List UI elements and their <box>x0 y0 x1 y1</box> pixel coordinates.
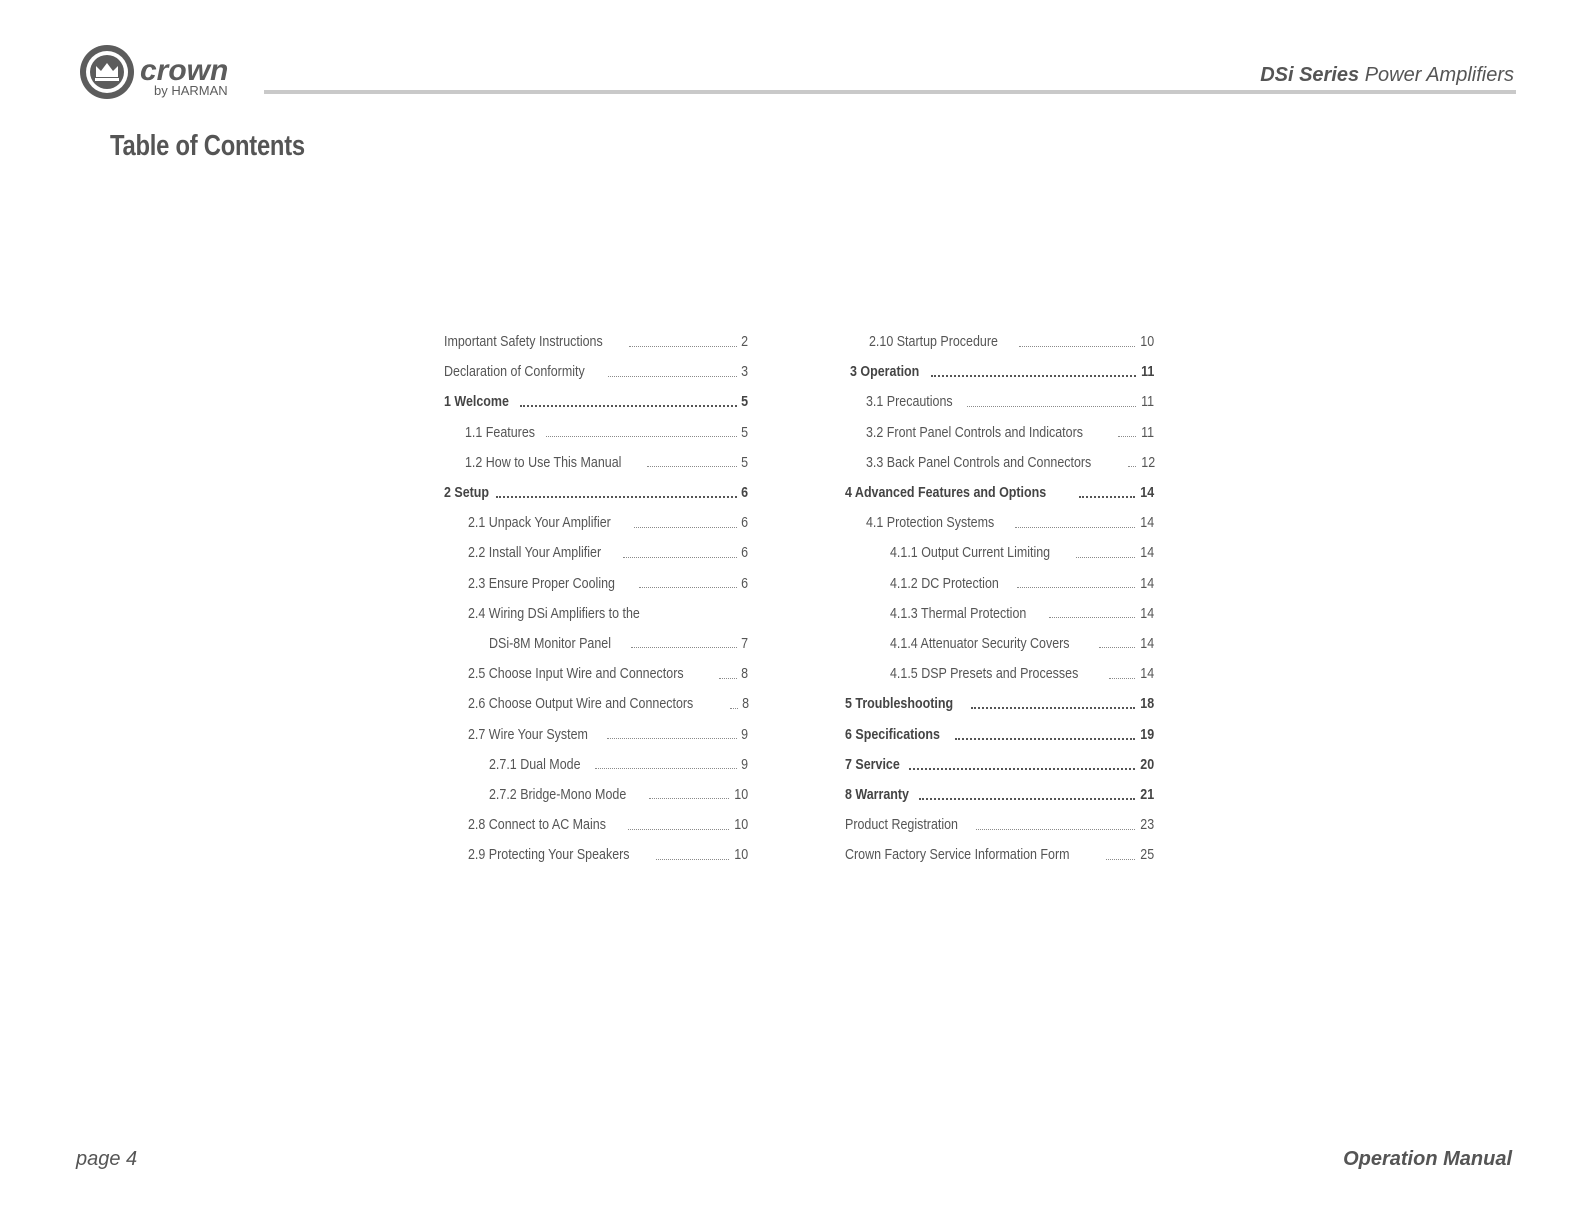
toc-entry-title: 8 Warranty <box>845 786 909 803</box>
toc-entry-title: 2.1 Unpack Your Amplifier <box>468 515 611 532</box>
toc-leader-dots <box>546 436 737 437</box>
toc-entry-page: 5 <box>741 454 748 471</box>
toc-entry-title: 5 Troubleshooting <box>845 696 954 713</box>
toc-entry-title: 4.1.2 DC Protection <box>890 575 999 592</box>
toc-entry[interactable] <box>444 478 748 508</box>
toc-leader-dots <box>1049 617 1135 618</box>
toc-entry-title: 2.7.1 Dual Mode <box>489 756 581 773</box>
toc-entry-title: 4.1 Protection Systems <box>866 515 995 532</box>
toc-entry-page: 11 <box>1141 424 1154 441</box>
toc-entry[interactable] <box>444 629 748 659</box>
crown-logo-icon <box>78 42 268 104</box>
toc-leader-dots <box>634 527 737 528</box>
toc-entry[interactable] <box>845 478 1154 508</box>
toc-entry[interactable] <box>845 538 1154 568</box>
toc-entry-page: 14 <box>1140 485 1154 502</box>
toc-leader-dots <box>1118 436 1136 437</box>
toc-entry-title: 6 Specifications <box>845 726 940 743</box>
toc-entry-page: 10 <box>734 847 748 864</box>
toc-entry-title: 3.3 Back Panel Controls and Connectors <box>866 454 1092 471</box>
toc-entry-title: 3.1 Precautions <box>866 394 953 411</box>
toc-entry[interactable] <box>845 719 1154 749</box>
header-series: DSi Series <box>1260 64 1360 86</box>
toc-entry-title: 3.2 Front Panel Controls and Indicators <box>866 424 1083 441</box>
toc-leader-dots <box>919 798 1134 800</box>
toc-entry[interactable] <box>845 387 1154 417</box>
toc-entry[interactable] <box>444 659 748 689</box>
toc-entry-title: 2.7.2 Bridge-Mono Mode <box>489 786 627 803</box>
toc-entry-page: 8 <box>742 696 750 713</box>
crown-harman-logo <box>78 42 268 104</box>
toc-entry-page: 9 <box>741 756 748 773</box>
toc-entry-page: 10 <box>1140 334 1154 351</box>
toc-entry-title: 4.1.4 Attenuator Security Covers <box>890 635 1070 652</box>
toc-entry-title: 4.1.5 DSP Presets and Processes <box>890 666 1079 683</box>
toc-entry-page: 10 <box>734 817 748 834</box>
toc-entry-title: 2.3 Ensure Proper Cooling <box>468 575 615 592</box>
toc-entry[interactable] <box>444 448 748 478</box>
toc-entry[interactable] <box>845 780 1154 810</box>
toc-leader-dots <box>1079 496 1135 498</box>
toc-leader-dots <box>1109 678 1135 679</box>
footer-manual-title: Operation Manual <box>1343 1148 1512 1170</box>
toc-entry[interactable] <box>444 508 748 538</box>
toc-entry[interactable] <box>845 448 1154 478</box>
toc-entry-title: 2.5 Choose Input Wire and Connectors <box>468 666 684 683</box>
toc-entry-page: 3 <box>741 364 748 381</box>
toc-entry-page: 14 <box>1140 515 1154 532</box>
toc-entry[interactable] <box>444 750 748 780</box>
toc-entry-title: 2.4 Wiring DSi Amplifiers to the <box>468 605 640 622</box>
toc-entry-page: 19 <box>1140 726 1154 743</box>
toc-leader-dots <box>971 707 1135 709</box>
toc-leader-dots <box>1019 346 1135 347</box>
toc-entry-page: 14 <box>1140 605 1154 622</box>
toc-leader-dots <box>931 375 1136 377</box>
toc-leader-dots <box>649 798 729 799</box>
toc-entry[interactable] <box>845 418 1154 448</box>
toc-entry[interactable] <box>444 569 748 599</box>
toc-leader-dots <box>1017 587 1135 588</box>
toc-entry-page: 9 <box>741 726 748 743</box>
toc-entry-title: 2 Setup <box>444 485 490 502</box>
toc-entry[interactable] <box>845 569 1154 599</box>
toc-leader-dots <box>629 346 737 347</box>
toc-leader-dots <box>520 405 737 407</box>
toc-leader-dots <box>909 768 1135 770</box>
toc-entry-page: 7 <box>741 635 748 652</box>
toc-entry-title: Product Registration <box>845 817 958 834</box>
toc-right-column <box>845 327 1154 870</box>
toc-leader-dots <box>1015 527 1135 528</box>
toc-entry-title: 4 Advanced Features and Options <box>845 485 1047 502</box>
header-title <box>1260 64 1514 87</box>
toc-entry-page: 5 <box>741 424 748 441</box>
toc-leader-dots <box>623 557 737 558</box>
toc-entry-page: 2 <box>741 334 748 351</box>
toc-entry-title: 4.1.1 Output Current Limiting <box>890 545 1051 562</box>
toc-entry-title: Crown Factory Service Information Form <box>845 847 1070 864</box>
toc-entry-page: 21 <box>1140 786 1154 803</box>
toc-entry-page: 23 <box>1140 817 1154 834</box>
toc-entry-title: Important Safety Instructions <box>444 334 603 351</box>
toc-entry[interactable] <box>444 357 748 387</box>
toc-entry-page: 12 <box>1141 454 1156 471</box>
toc-leader-dots <box>647 466 737 467</box>
toc-leader-dots <box>976 829 1134 830</box>
toc-entry[interactable] <box>845 840 1154 870</box>
toc-leader-dots <box>608 376 737 377</box>
toc-leader-dots <box>639 587 737 588</box>
toc-entry-title: 7 Service <box>845 756 900 773</box>
toc-entry-title: 1.1 Features <box>465 424 536 441</box>
toc-leader-dots <box>730 708 738 709</box>
toc-entry-page: 6 <box>741 485 748 502</box>
toc-entry[interactable] <box>845 327 1154 357</box>
toc-leader-dots <box>496 496 737 498</box>
toc-entry-page: 14 <box>1140 635 1154 652</box>
page-title: Table of Contents <box>110 130 305 162</box>
toc-entry[interactable] <box>845 357 1154 387</box>
toc-entry-title: 2.2 Install Your Amplifier <box>468 545 602 562</box>
toc-entry[interactable] <box>845 659 1154 689</box>
brand-tagline: by HARMAN <box>154 83 228 98</box>
toc-entry-page: 14 <box>1140 575 1154 592</box>
toc-entry-title: 2.6 Choose Output Wire and Connectors <box>468 696 694 713</box>
header-product: Power Amplifiers <box>1364 64 1514 86</box>
toc-entry[interactable] <box>444 810 748 840</box>
toc-entry[interactable] <box>444 418 748 448</box>
toc-entry[interactable] <box>444 719 748 749</box>
toc-entry[interactable] <box>845 689 1154 719</box>
toc-leader-dots <box>719 678 737 679</box>
toc-entry-page: 5 <box>741 394 748 411</box>
toc-leader-dots <box>628 829 728 830</box>
toc-entry-title: Declaration of Conformity <box>444 364 585 381</box>
toc-entry-title: 2.10 Startup Procedure <box>869 334 998 351</box>
toc-leader-dots <box>955 738 1134 740</box>
footer-page-number: page 4 <box>76 1148 138 1170</box>
toc-leader-dots <box>1128 466 1136 467</box>
toc-entry[interactable] <box>845 629 1154 659</box>
toc-leader-dots <box>1076 557 1135 558</box>
toc-entry[interactable] <box>444 780 748 810</box>
toc-entry[interactable] <box>845 750 1154 780</box>
toc-entry-page: 14 <box>1140 666 1154 683</box>
toc-leader-dots <box>607 738 737 739</box>
toc-entry[interactable] <box>845 810 1154 840</box>
toc-entry-page: 25 <box>1140 847 1154 864</box>
toc-left-column <box>444 327 748 870</box>
toc-entry-title: DSi-8M Monitor Panel <box>489 635 611 652</box>
toc-entry-page: 6 <box>741 575 748 592</box>
toc-entry-page: 10 <box>734 786 748 803</box>
toc-leader-dots <box>967 406 1136 407</box>
toc-entry[interactable] <box>444 599 748 629</box>
toc-entry-page: 14 <box>1140 545 1154 562</box>
toc-leader-dots <box>1106 859 1135 860</box>
toc-entry-title: 4.1.3 Thermal Protection <box>890 605 1027 622</box>
toc-entry-page: 20 <box>1140 756 1154 773</box>
toc-entry[interactable] <box>444 538 748 568</box>
toc-entry[interactable] <box>444 840 748 870</box>
toc-entry-page: 18 <box>1140 696 1154 713</box>
toc-entry[interactable] <box>444 327 748 357</box>
toc-entry[interactable] <box>444 387 748 417</box>
toc-leader-dots <box>656 859 729 860</box>
toc-entry-title: 3 Operation <box>850 364 920 381</box>
toc-entry-title: 2.9 Protecting Your Speakers <box>468 847 630 864</box>
toc-entry-title: 2.7 Wire Your System <box>468 726 588 743</box>
toc-entry-title: 1 Welcome <box>444 394 509 411</box>
toc-entry-page: 11 <box>1140 364 1154 381</box>
brand-name: crown <box>140 54 229 87</box>
toc-entry[interactable] <box>845 599 1154 629</box>
toc-entry-page: 6 <box>741 515 748 532</box>
toc-leader-dots <box>1099 647 1135 648</box>
toc-leader-dots <box>631 647 737 648</box>
toc-entry-title: 2.8 Connect to AC Mains <box>468 817 606 834</box>
toc-entry[interactable] <box>444 689 748 719</box>
toc-entry-page: 8 <box>741 666 748 683</box>
toc-entry-title: 1.2 How to Use This Manual <box>465 454 622 471</box>
toc-entry-page: 6 <box>741 545 748 562</box>
toc-entry[interactable] <box>845 508 1154 538</box>
header-rule <box>264 90 1516 94</box>
toc-leader-dots <box>595 768 737 769</box>
toc-entry-page: 11 <box>1141 394 1154 411</box>
